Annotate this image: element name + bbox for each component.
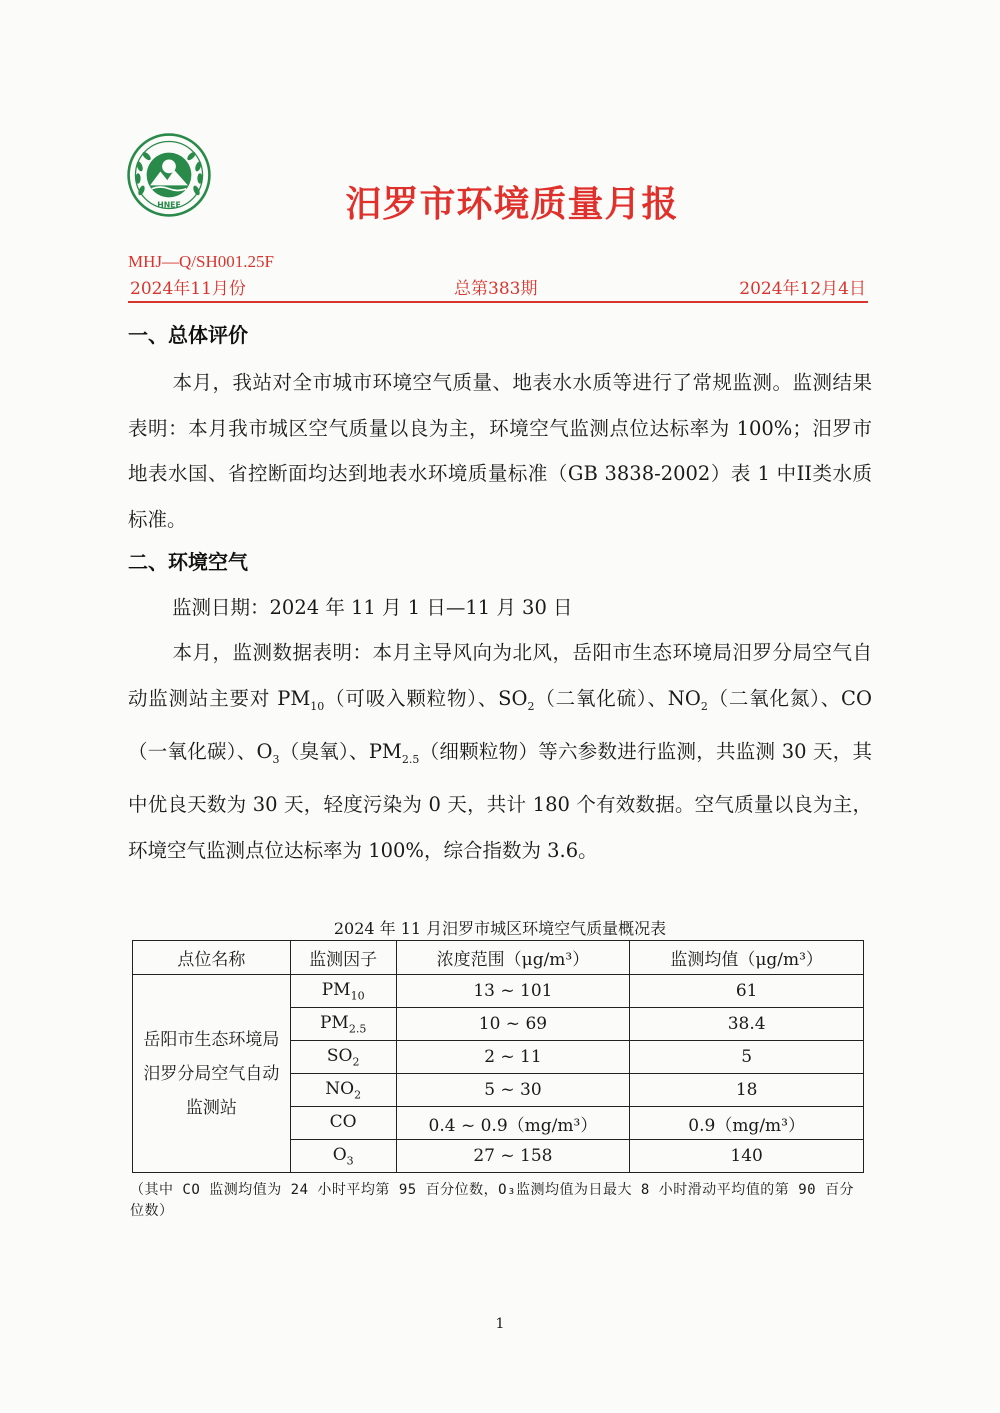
range-cell: 2 ~ 11 — [396, 1041, 630, 1074]
factor-label: SO — [326, 1045, 353, 1066]
factor-subscript: 2.5 — [348, 1022, 367, 1036]
factor-label: PM — [319, 1012, 349, 1033]
svg-text:HNEE: HNEE — [157, 200, 181, 210]
overall-paragraph — [128, 360, 872, 542]
pm10-subscript: 10 — [310, 699, 325, 713]
range-cell: 10 ~ 69 — [396, 1008, 630, 1041]
monitoring-dates-text: 监测日期：2024 年 11 月 1 日—11 月 30 日 — [172, 596, 573, 619]
no2-subscript: 2 — [700, 699, 708, 713]
factor-cell — [290, 975, 396, 1008]
mean-cell: 0.9（mg/m³） — [630, 1107, 864, 1140]
table-header-cell: 点位名称 — [133, 941, 291, 975]
table-header-cell: 监测因子 — [290, 941, 396, 975]
factor-subscript: 10 — [350, 989, 365, 1003]
air-quality-table — [132, 940, 864, 1173]
air-paragraph-part: （臭氧）、PM — [279, 739, 402, 763]
table-header-cell: 监测均值（μg/m³） — [630, 941, 864, 975]
air-paragraph-part: （可吸入颗粒物）、SO — [324, 686, 528, 710]
report-title: 汨罗市环境质量月报 — [345, 184, 679, 225]
factor-cell — [290, 1008, 396, 1041]
factor-label: CO — [329, 1111, 357, 1132]
document-code: MHJ—Q/SH001.25F — [128, 252, 274, 271]
pm25-subscript: 2.5 — [401, 752, 420, 766]
range-cell: 0.4 ~ 0.9（mg/m³） — [396, 1107, 630, 1140]
mean-cell: 140 — [630, 1140, 864, 1173]
table-header-cell: 浓度范围（μg/m³） — [396, 941, 630, 975]
o3-subscript: 3 — [272, 752, 280, 766]
overall-paragraph-text: 本月，我站对全市城市环境空气质量、地表水水质等进行了常规监测。监测结果表明：本月我市城区空气质量以良为主，环境空气监测点位达标率为 100%；汨罗市地表水国、省控断面均达到地表水环境质量标准（GB 3838-2002）表 1 中II类水质标准。 — [128, 371, 872, 531]
range-cell: 5 ~ 30 — [396, 1074, 630, 1107]
page-number: 1 — [495, 1316, 505, 1332]
factor-cell — [290, 1074, 396, 1107]
factor-cell — [290, 1107, 396, 1140]
table-header-row — [133, 941, 864, 975]
table-footnote: （其中 CO 监测均值为 24 小时平均第 95 百分位数，O₃监测均值为日最大 8 小时滑动平均值的第 90 百分位数） — [130, 1182, 855, 1219]
factor-label: NO — [325, 1078, 355, 1099]
factor-label: O — [332, 1144, 347, 1165]
factor-subscript: 3 — [346, 1154, 354, 1168]
factor-label: PM — [321, 979, 351, 1000]
mean-cell: 38.4 — [630, 1008, 864, 1041]
air-paragraph-part: （二氧化氮）、CO（一氧化碳）、O — [128, 686, 872, 763]
mean-cell: 61 — [630, 975, 864, 1008]
issue-number: 总第383期 — [454, 279, 538, 299]
table-row — [133, 975, 864, 1008]
header-divider — [128, 301, 868, 303]
so2-subscript: 2 — [527, 699, 535, 713]
publish-date: 2024年12月4日 — [739, 279, 866, 299]
mean-cell: 5 — [630, 1041, 864, 1074]
range-cell: 13 ~ 101 — [396, 975, 630, 1008]
monitoring-dates — [128, 585, 872, 631]
air-paragraph-part: 本月，监测数据表明：本月主导风向为北风，岳阳市生态环境局汨罗分局空气自动监测站主要对 PM — [128, 641, 872, 710]
air-quality-paragraph — [128, 630, 872, 873]
air-paragraph-part: （二氧化硫）、NO — [534, 686, 701, 710]
factor-cell — [290, 1140, 396, 1173]
mean-cell: 18 — [630, 1074, 864, 1107]
section-heading-overall: 一、总体评价 — [128, 323, 248, 347]
range-cell: 27 ~ 158 — [396, 1140, 630, 1173]
site-name-cell: 岳阳市生态环境局汨罗分局空气自动监测站 — [133, 975, 291, 1173]
factor-subscript: 2 — [352, 1055, 360, 1069]
section-heading-air: 二、环境空气 — [128, 550, 248, 574]
table-caption: 2024 年 11 月汨罗市城区环境空气质量概况表 — [333, 919, 667, 938]
factor-subscript: 2 — [354, 1088, 362, 1102]
air-paragraph-part: （细颗粒物）等六参数进行监测，共监测 30 天，其中优良天数为 30 天，轻度污染为 0 天，共计 180 个有效数据。空气质量以良为主，环境空气监测点位达标率为 100%，综合指数为 3.6。 — [128, 739, 872, 862]
factor-cell — [290, 1041, 396, 1074]
report-month: 2024年11月份 — [130, 279, 246, 299]
